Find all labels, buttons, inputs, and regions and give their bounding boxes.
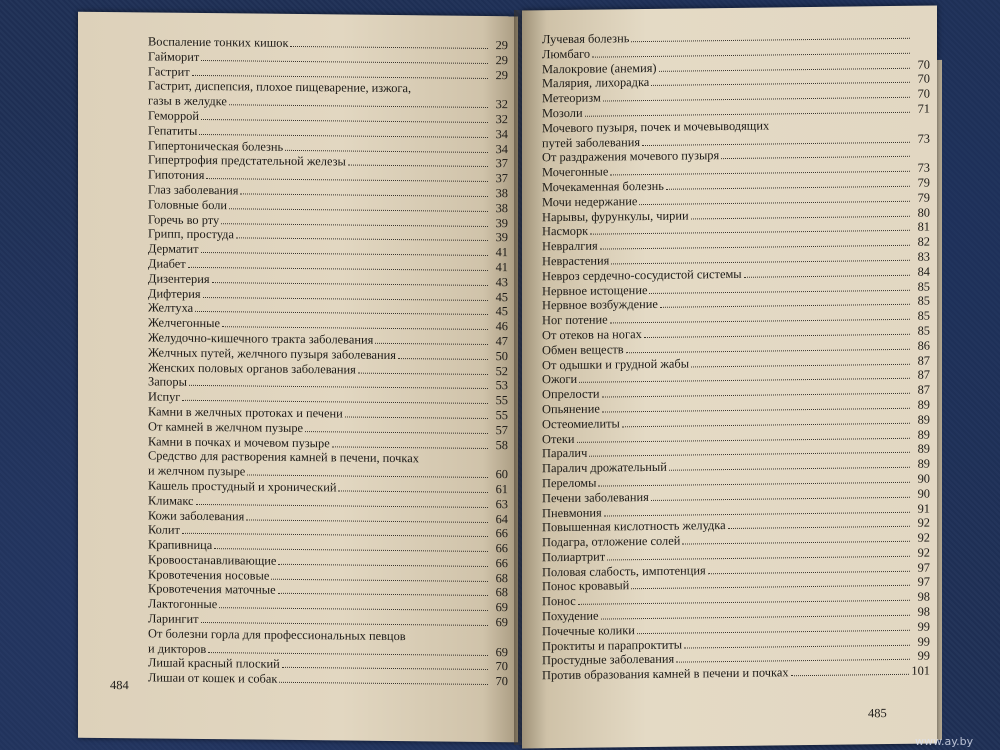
entry-title: Кашель простудный и хронический xyxy=(148,478,337,495)
entry-page-number: 29 xyxy=(495,67,508,82)
dot-leader xyxy=(728,526,910,529)
dot-leader xyxy=(598,482,910,487)
entry-title: От одышки и грудной жабы xyxy=(542,356,690,372)
entry-page-number: 81 xyxy=(917,219,930,235)
entry-page-number: 66 xyxy=(495,526,508,541)
dot-leader xyxy=(236,238,488,242)
dot-leader xyxy=(611,260,910,265)
entry-title: Ног потение xyxy=(542,312,608,328)
dot-leader xyxy=(201,252,488,256)
dot-leader xyxy=(602,393,910,398)
toc-entry xyxy=(148,449,508,482)
entry-page-number: 29 xyxy=(495,38,508,53)
entry-page-number: 92 xyxy=(917,515,930,530)
entry-page-number: 89 xyxy=(917,456,930,471)
toc-entry xyxy=(148,671,508,690)
entry-page-number: 39 xyxy=(495,215,508,230)
entry-title: Испуг xyxy=(148,389,181,404)
entry-page-number: 79 xyxy=(917,190,930,205)
dot-leader xyxy=(691,215,910,219)
entry-title: Гипертоническая болезнь xyxy=(148,138,284,154)
dot-leader xyxy=(644,334,910,338)
dot-leader xyxy=(182,400,488,404)
dot-leader xyxy=(229,104,488,108)
dot-leader xyxy=(201,622,489,626)
entry-page-number: 89 xyxy=(917,412,930,427)
entry-page-number: 63 xyxy=(495,496,508,511)
entry-title: Лактогонные xyxy=(148,596,218,612)
entry-title: Полиартрит xyxy=(542,549,606,565)
entry-title: Лучевая болезнь xyxy=(542,31,630,47)
left-toc-list xyxy=(148,34,508,689)
dot-leader xyxy=(196,504,488,508)
dot-leader xyxy=(246,519,488,523)
entry-page-number: 70 xyxy=(495,674,508,689)
entry-page-number: 87 xyxy=(917,353,930,368)
dot-leader xyxy=(189,385,488,389)
dot-leader xyxy=(642,141,910,145)
dot-leader xyxy=(791,674,910,676)
dot-leader xyxy=(290,46,488,49)
dot-leader xyxy=(589,452,910,457)
entry-page-number: 89 xyxy=(917,441,930,457)
entry-title: Дерматит xyxy=(148,241,199,257)
entry-page-number: 55 xyxy=(495,393,508,408)
entry-title: Паралич дрожательный xyxy=(542,459,667,476)
dot-leader xyxy=(345,416,488,418)
dot-leader xyxy=(375,343,488,345)
entry-page-number: 55 xyxy=(495,407,508,423)
dot-leader xyxy=(358,372,488,374)
dot-leader xyxy=(192,74,488,78)
entry-title: Гастрит, диспепсия, плохое пищеварение, изжога, xyxy=(148,78,412,96)
dot-leader xyxy=(721,156,910,159)
dot-leader xyxy=(579,378,910,383)
entry-title: Воспаление тонких кишок xyxy=(148,34,289,50)
right-page-number: 485 xyxy=(868,706,887,721)
site-watermark: www.ay.by xyxy=(915,735,974,748)
entry-page-number: 87 xyxy=(917,382,930,397)
entry-title: Мочекаменная болезнь xyxy=(542,178,664,195)
dot-leader xyxy=(398,358,488,360)
entry-page-number: 47 xyxy=(495,334,508,349)
dot-leader xyxy=(639,201,910,205)
entry-title: Дифтерия xyxy=(148,285,201,301)
entry-title: Опрелости xyxy=(542,386,600,402)
dot-leader xyxy=(208,652,488,656)
entry-title: Кровотечения носовые xyxy=(148,567,270,583)
entry-page-number: 86 xyxy=(917,338,930,353)
entry-page-number: 37 xyxy=(495,171,508,186)
entry-title: Нервное истощение xyxy=(542,282,648,298)
entry-page-number: 92 xyxy=(917,545,930,560)
entry-title-cont: газы в желудке xyxy=(148,93,227,109)
left-page-number: 484 xyxy=(110,678,129,693)
entry-page-number: 84 xyxy=(917,264,930,279)
entry-page-number: 32 xyxy=(495,97,508,112)
entry-title: Желудочно-кишечного тракта заболевания xyxy=(148,330,374,347)
entry-page-number: 83 xyxy=(917,249,930,264)
entry-page-number: 97 xyxy=(917,575,930,590)
entry-page-number: 45 xyxy=(495,304,508,319)
dot-leader xyxy=(590,230,910,235)
entry-page-number: 32 xyxy=(495,112,508,127)
dot-leader xyxy=(600,245,910,250)
entry-title: Женских половых органов заболевания xyxy=(148,359,356,377)
entry-title: Понос кровавый xyxy=(542,578,630,594)
dot-leader xyxy=(214,548,488,552)
dot-leader xyxy=(240,193,488,197)
entry-title: Простудные заболевания xyxy=(542,652,675,668)
dot-leader xyxy=(691,363,910,367)
entry-title: Печени заболевания xyxy=(542,489,649,505)
entry-page-number: 45 xyxy=(495,289,508,304)
entry-title: Похудение xyxy=(542,608,599,624)
entry-title: Мозоли xyxy=(542,105,583,121)
dot-leader xyxy=(604,511,910,516)
entry-title: Остеомиелиты xyxy=(542,416,620,432)
dot-leader xyxy=(660,304,910,308)
dot-leader xyxy=(348,165,488,167)
entry-title: Насморк xyxy=(542,224,589,239)
dot-leader xyxy=(247,475,488,479)
entry-page-number: 85 xyxy=(917,279,930,294)
entry-page-number: 89 xyxy=(917,397,930,412)
entry-title: Глаз заболевания xyxy=(148,182,239,198)
dot-leader xyxy=(585,112,910,117)
entry-page-number: 50 xyxy=(495,348,508,363)
dot-leader xyxy=(602,408,910,413)
entry-page-number: 98 xyxy=(917,604,930,619)
entry-title: Гайморит xyxy=(148,49,200,64)
entry-page-number: 34 xyxy=(495,126,508,141)
entry-title: Климакс xyxy=(148,493,194,508)
entry-page-number: 57 xyxy=(495,422,508,437)
dot-leader xyxy=(578,600,910,605)
entry-title: Половая слабость, импотенция xyxy=(542,562,706,579)
entry-title: Кровоостанавливающие xyxy=(148,552,277,568)
dot-leader xyxy=(229,208,488,212)
dot-leader xyxy=(659,67,910,71)
entry-title: Диабет xyxy=(148,256,186,271)
entry-page-number: 29 xyxy=(495,52,508,67)
dot-leader xyxy=(601,615,910,620)
entry-page-number: 85 xyxy=(917,293,930,309)
entry-title: Камни в почках и мочевом пузыре xyxy=(148,433,330,450)
entry-title: Отеки xyxy=(542,431,575,446)
entry-title: Запоры xyxy=(148,374,187,390)
entry-page-number: 87 xyxy=(917,367,930,383)
entry-page-number: 70 xyxy=(917,71,930,87)
entry-title: Гипертрофия предстательной железы xyxy=(148,152,346,169)
dot-leader xyxy=(305,431,488,434)
entry-page-number: 101 xyxy=(911,663,930,679)
entry-page-number: 97 xyxy=(917,560,930,575)
right-toc-list xyxy=(542,28,930,684)
entry-page-number: 43 xyxy=(495,274,508,289)
entry-page-number: 60 xyxy=(495,467,508,482)
entry-title: Головные боли xyxy=(148,197,228,213)
entry-page-number: 80 xyxy=(917,205,930,220)
entry-page-number: 34 xyxy=(495,141,508,156)
dot-leader xyxy=(651,82,910,86)
dot-leader xyxy=(669,467,910,471)
dot-leader xyxy=(622,423,910,428)
left-page xyxy=(78,12,518,743)
entry-title: От камней в желчном пузыре xyxy=(148,419,304,435)
entry-page-number: 41 xyxy=(495,260,508,275)
toc-entry xyxy=(148,79,508,112)
dot-leader xyxy=(610,319,910,324)
entry-title: Крапивница xyxy=(148,537,213,553)
entry-title: Метеоризм xyxy=(542,90,601,106)
entry-title: Камни в желчных протоках и печени xyxy=(148,404,343,421)
dot-leader xyxy=(195,311,488,315)
entry-title: Кровотечения маточные xyxy=(148,581,276,598)
entry-page-number: 61 xyxy=(495,481,508,497)
entry-title: Гепатиты xyxy=(148,123,198,138)
entry-page-number: 39 xyxy=(495,230,508,245)
entry-title: Нарывы, фурункулы, чирии xyxy=(542,208,689,224)
entry-title: Мочи недержание xyxy=(542,193,638,210)
entry-title: Почечные колики xyxy=(542,623,635,639)
entry-page-number: 37 xyxy=(495,156,508,171)
dot-leader xyxy=(332,446,488,449)
entry-page-number: 85 xyxy=(917,308,930,323)
dot-leader xyxy=(637,630,910,634)
dot-leader xyxy=(626,349,910,353)
entry-title: Геморрой xyxy=(148,108,199,123)
toc-entry xyxy=(148,626,508,659)
toc-entry xyxy=(542,116,930,150)
entry-page-number: 38 xyxy=(495,200,508,215)
dot-leader xyxy=(682,541,910,545)
dot-leader xyxy=(282,667,488,670)
entry-page-number: 79 xyxy=(917,175,930,190)
entry-title: Грипп, простуда xyxy=(148,226,234,242)
dot-leader xyxy=(222,326,488,330)
entry-title: От раздражения мочевого пузыря xyxy=(542,148,720,165)
entry-page-number: 98 xyxy=(917,589,930,604)
entry-title: Ожоги xyxy=(542,372,578,387)
entry-title: Паралич xyxy=(542,446,588,461)
entry-page-number: 73 xyxy=(917,131,930,146)
entry-title: Малярия, лихорадка xyxy=(542,75,650,91)
entry-title: Горечь во рту xyxy=(148,211,220,227)
entry-title: Люмбаго xyxy=(542,46,591,62)
entry-page-number: 89 xyxy=(917,427,930,442)
dot-leader xyxy=(676,659,910,663)
entry-page-number: 66 xyxy=(495,555,508,571)
dot-leader xyxy=(219,607,488,611)
dot-leader xyxy=(278,593,488,596)
dot-leader xyxy=(199,134,488,138)
entry-title: Неврастения xyxy=(542,253,610,269)
entry-page-number: 90 xyxy=(917,471,930,486)
dot-leader xyxy=(744,275,910,278)
dot-leader xyxy=(592,53,910,58)
right-page xyxy=(522,5,937,748)
entry-title: Невроз сердечно-сосудистой системы xyxy=(542,266,742,284)
entry-title: Ларингит xyxy=(148,611,199,627)
entry-page-number: 70 xyxy=(917,86,930,101)
entry-page-number: 85 xyxy=(917,323,930,338)
entry-title: От отеков на ногах xyxy=(542,327,642,343)
entry-title: Против образования камней в печени и почках xyxy=(542,665,789,683)
dot-leader xyxy=(603,97,910,102)
entry-page-number: 53 xyxy=(495,378,508,393)
entry-page-number: 91 xyxy=(917,501,930,516)
entry-page-number: 70 xyxy=(917,57,930,72)
entry-title: Гастрит xyxy=(148,64,190,79)
entry-title: Подагра, отложение солей xyxy=(542,533,681,550)
dot-leader xyxy=(206,178,488,182)
dot-leader xyxy=(338,490,488,493)
entry-title-cont: и дикторов xyxy=(148,641,207,656)
entry-title: Проктиты и парапроктиты xyxy=(542,637,683,653)
entry-title: Гипотония xyxy=(148,167,205,183)
dot-leader xyxy=(666,186,910,190)
entry-title: Колит xyxy=(148,522,180,538)
entry-title: Понос xyxy=(542,594,576,609)
entry-page-number: 41 xyxy=(495,245,508,260)
dot-leader xyxy=(607,556,910,561)
dot-leader xyxy=(708,570,910,573)
entry-page-number: 99 xyxy=(917,619,930,634)
entry-title: Средство для растворения камней в печени, почках xyxy=(148,448,419,466)
entry-title: Желчных путей, желчного пузыря заболевания xyxy=(148,345,397,362)
entry-page-number: 71 xyxy=(917,101,930,116)
entry-title: Лишаи от кошек и собак xyxy=(148,670,278,687)
dot-leader xyxy=(201,119,488,123)
entry-page-number: 99 xyxy=(917,634,930,649)
entry-title-cont: путей заболевания xyxy=(542,134,641,150)
dot-leader xyxy=(182,533,488,537)
entry-page-number: 82 xyxy=(917,234,930,249)
dot-leader xyxy=(271,578,488,581)
entry-title: Повышенная кислотность желудка xyxy=(542,518,726,535)
entry-page-number: 68 xyxy=(495,570,508,585)
dot-leader xyxy=(203,297,488,301)
entry-page-number: 38 xyxy=(495,186,508,201)
entry-page-number: 52 xyxy=(495,363,508,378)
dot-leader xyxy=(684,644,910,648)
entry-title: Пневмония xyxy=(542,505,602,520)
entry-page-number: 73 xyxy=(917,160,930,175)
dot-leader xyxy=(278,564,488,567)
dot-leader xyxy=(285,149,488,152)
entry-page-number: 99 xyxy=(917,649,930,664)
entry-title-cont: и желчном пузыре xyxy=(148,463,246,479)
entry-title: Кожи заболевания xyxy=(148,507,245,523)
entry-page-number: 69 xyxy=(495,600,508,615)
dot-leader xyxy=(577,437,910,442)
entry-page-number: 58 xyxy=(495,437,508,452)
entry-page-number: 69 xyxy=(495,644,508,659)
entry-page-number: 68 xyxy=(495,585,508,600)
entry-page-number: 46 xyxy=(495,319,508,334)
entry-title: Желчегонные xyxy=(148,315,220,331)
dot-leader xyxy=(201,60,488,64)
entry-title: Нервное возбуждение xyxy=(542,297,658,313)
dot-leader xyxy=(188,267,488,271)
dot-leader xyxy=(631,38,910,42)
dot-leader xyxy=(651,496,910,500)
entry-title: Переломы xyxy=(542,475,597,491)
entry-title: Опьянение xyxy=(542,401,600,417)
entry-page-number: 70 xyxy=(495,659,508,674)
entry-page-number: 92 xyxy=(917,530,930,545)
entry-title: Обмен веществ xyxy=(542,342,624,358)
entry-title: Дизентерия xyxy=(148,271,210,286)
dot-leader xyxy=(631,585,910,589)
entry-title: Невралгия xyxy=(542,238,598,254)
entry-title: Лишай красный плоский xyxy=(148,655,280,672)
dot-leader xyxy=(221,223,488,227)
entry-page-number: 69 xyxy=(495,615,508,630)
entry-title: Малокровие (анемия) xyxy=(542,60,657,76)
dot-leader xyxy=(610,171,910,176)
entry-page-number: 66 xyxy=(495,541,508,556)
entry-title: Мочевого пузыря, почек и мочевыводящих xyxy=(542,118,770,136)
dot-leader xyxy=(212,282,488,286)
dot-leader xyxy=(649,289,910,293)
entry-title: Мочегонные xyxy=(542,164,609,180)
dot-leader xyxy=(279,682,488,685)
entry-page-number: 64 xyxy=(495,511,508,526)
entry-page-number: 90 xyxy=(917,486,930,501)
entry-title: Желтуха xyxy=(148,300,194,316)
entry-title: От болезни горла для профессиональных певцов xyxy=(148,626,406,644)
